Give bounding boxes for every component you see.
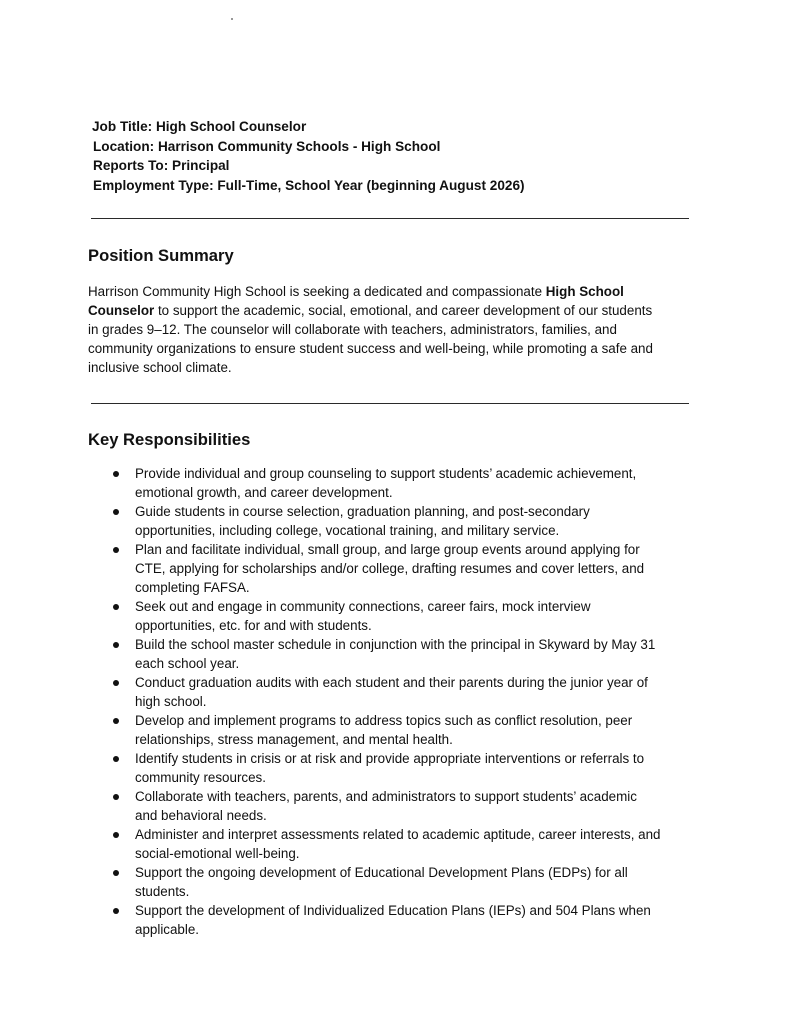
scan-speck — [231, 18, 233, 20]
list-item-text: Collaborate with teachers, parents, and administrators to support students’ academic — [135, 789, 637, 804]
summary-line — [88, 282, 692, 301]
section-title-position-summary: Position Summary — [88, 246, 234, 265]
list-item — [113, 863, 703, 901]
list-item-text: Develop and implement programs to address topics such as conflict resolution, peer — [135, 713, 633, 728]
list-item-text: Guide students in course selection, graduation planning, and post-secondary — [135, 504, 590, 519]
list-item — [113, 502, 703, 540]
list-item-text: opportunities, etc. for and with students. — [135, 618, 372, 633]
bullet-icon — [113, 718, 119, 724]
summary-line: in grades 9–12. The counselor will collaborate with teachers, administrators, families, and — [88, 322, 617, 337]
list-item — [113, 540, 703, 597]
list-item-text: Provide individual and group counseling to support students’ academic achievement, — [135, 466, 637, 481]
list-item-text: opportunities, including college, vocational training, and military service. — [135, 523, 560, 538]
summary-bold-text: High School — [545, 284, 624, 299]
bullet-icon — [113, 509, 119, 515]
summary-text: Harrison Community High School is seeking a dedicated and compassionate — [88, 284, 546, 299]
job-header — [92, 117, 525, 195]
list-item-text: Support the ongoing development of Educational Development Plans (EDPs) for all — [135, 865, 628, 880]
list-item-text: Support the development of Individualized Education Plans (IEPs) and 504 Plans when — [135, 903, 651, 918]
job-title: Job Title: High School Counselor — [92, 119, 307, 134]
list-item-text: social-emotional well-being. — [135, 846, 300, 861]
list-item — [113, 635, 703, 673]
summary-bold-text: Counselor — [88, 303, 155, 318]
list-item — [113, 787, 703, 825]
bullet-icon — [113, 756, 119, 762]
summary-text: to support the academic, social, emotional, and career development of our students — [154, 303, 653, 318]
list-item — [113, 597, 703, 635]
list-item-text: Administer and interpret assessments related to academic aptitude, career interests, and — [135, 827, 661, 842]
bullet-icon — [113, 471, 119, 477]
list-item — [113, 825, 703, 863]
list-item-text: Build the school master schedule in conjunction with the principal in Skyward by May 31 — [135, 637, 656, 652]
list-item-text: Conduct graduation audits with each student and their parents during the junior year of — [135, 675, 648, 690]
list-item-text: applicable. — [135, 922, 200, 937]
bullet-icon — [113, 794, 119, 800]
divider — [91, 403, 689, 404]
list-item — [113, 673, 703, 711]
list-item-text: students. — [135, 884, 190, 899]
list-item-text: Seek out and engage in community connections, career fairs, mock interview — [135, 599, 591, 614]
bullet-icon — [113, 680, 119, 686]
list-item-text: completing FAFSA. — [135, 580, 250, 595]
list-item-text: emotional growth, and career development. — [135, 485, 393, 500]
list-item-text: high school. — [135, 694, 207, 709]
job-reports-to: Reports To: Principal — [93, 158, 230, 173]
responsibilities-list — [113, 464, 703, 939]
summary-line: inclusive school climate. — [88, 360, 232, 375]
job-location: Location: Harrison Community Schools - High School — [93, 138, 441, 154]
bullet-icon — [113, 870, 119, 876]
bullet-icon — [113, 604, 119, 610]
list-item-text: and behavioral needs. — [135, 808, 267, 823]
bullet-icon — [113, 832, 119, 838]
list-item-text: each school year. — [135, 656, 240, 671]
list-item-text: community resources. — [135, 770, 266, 785]
job-employment-type: Employment Type: Full-Time, School Year (beginning August 2026) — [93, 177, 525, 193]
list-item — [113, 711, 703, 749]
list-item-text: relationships, stress management, and mental health. — [135, 732, 453, 747]
list-item — [113, 901, 703, 939]
summary-line: community organizations to ensure student success and well-being, while promoting a safe and — [88, 341, 653, 356]
list-item-text: Plan and facilitate individual, small group, and large group events around applying for — [135, 542, 640, 557]
list-item — [113, 749, 703, 787]
position-summary-text — [88, 282, 692, 377]
divider — [91, 218, 689, 219]
section-title-key-responsibilities: Key Responsibilities — [88, 430, 251, 449]
list-item-text: CTE, applying for scholarships and/or college, drafting resumes and cover letters, and — [135, 561, 645, 576]
list-item — [113, 464, 703, 502]
summary-line — [88, 301, 692, 320]
bullet-icon — [113, 547, 119, 553]
list-item-text: Identify students in crisis or at risk and provide appropriate interventions or referrals to — [135, 751, 645, 766]
bullet-icon — [113, 908, 119, 914]
bullet-icon — [113, 642, 119, 648]
